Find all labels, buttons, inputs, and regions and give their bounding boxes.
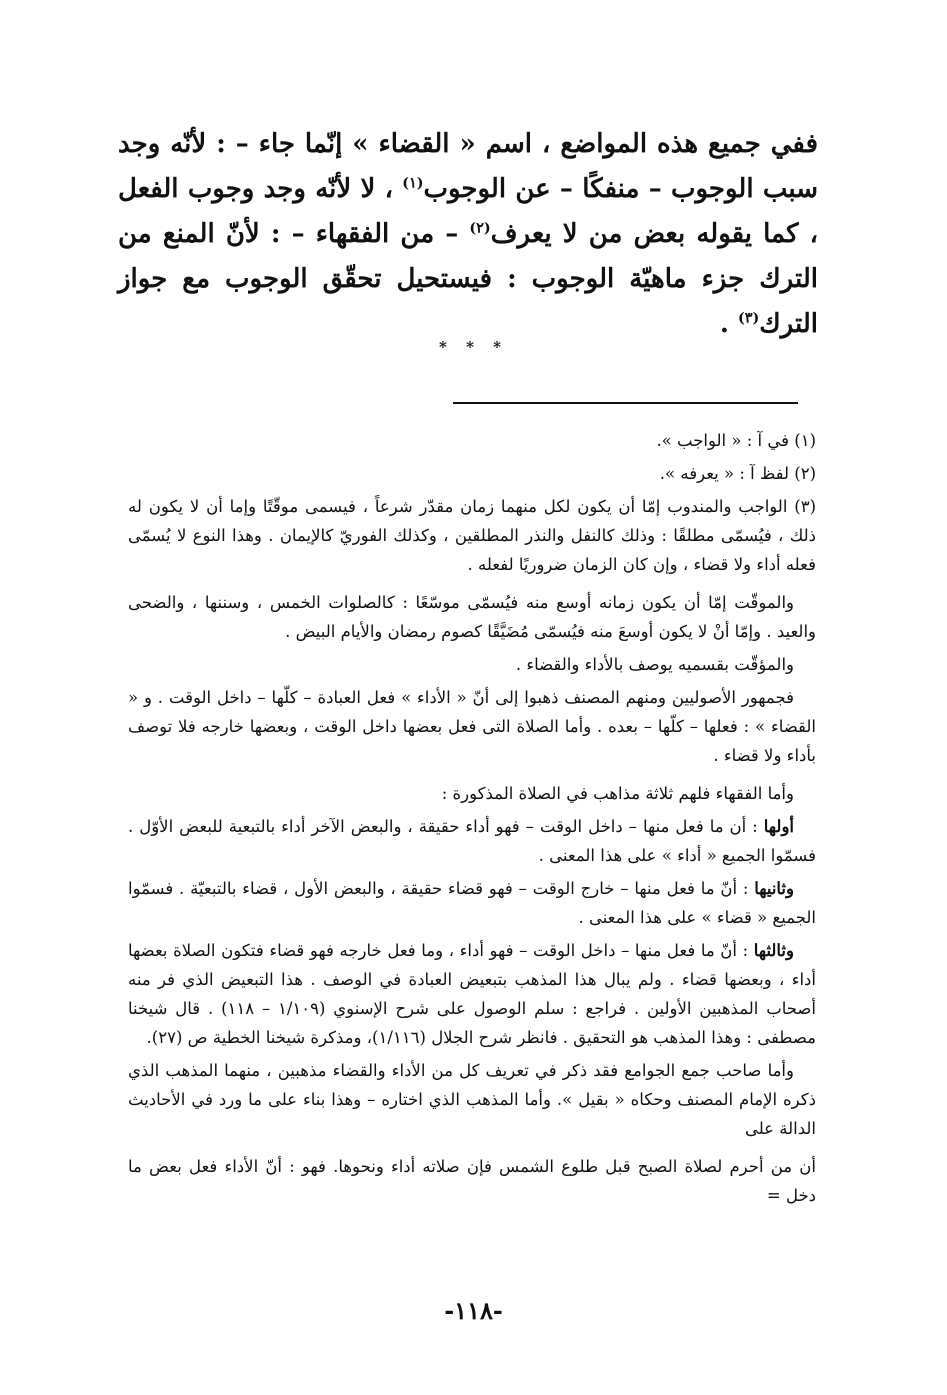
footnote-3-timed: والموقّت إمّا أن يكون زمانه أوسع منه فيُسمّى موسّعًا : كالصلوات الخمس ، وسننها ، والضحى والعيد . وإمّا أنْ لا يكون أوسعَ منه فيُسمّى مُضَيَّقًا كصوم رمضان والأيام البيض . — [128, 593, 816, 641]
second-view-label: وثانيها — [754, 879, 794, 898]
main-paragraph-end: . — [719, 309, 738, 339]
page-number: -١١٨- — [444, 1296, 503, 1325]
main-paragraph-part3: – من الفقهاء – : لأنّ المنع من الترك جزء ماهيّة الوجوب : فيستحيل تحقّق الوجوب مع جواز الترك — [118, 219, 818, 339]
footnote-3-first-view — [128, 812, 816, 870]
footnote-ref-1: (١) — [402, 175, 424, 192]
footnote-2: (٢) لفظ آ : « يعرفه ». — [659, 464, 816, 483]
footnote-divider — [453, 402, 798, 404]
main-text-block — [118, 122, 818, 347]
footnote-3-intro: (٣) الواجب والمندوب إمّا أن يكون لكل منهما زمان مقدّر شرعاً ، فيسمى موقّتًا وإما أن لا يكون له ذلك ، فيُسمّى مطلقًا : وذلك كالنفل والنذر المطلقين ، وكذلك الفوريّ كالإيمان . وهذا النوع لا يُسمّى فعله أداء ولا قضاء ، وإن كان الزمان ضروريًا لفعله . — [128, 497, 816, 574]
footnotes-block — [128, 426, 816, 1214]
second-view-text: : أنّ ما فعل منها – خارج الوقت – فهو قضاء حقيقة ، والبعض الأول ، قضاء بالتبعيّة . فسمّوا الجميع « قضاء » على هذا المعنى . — [128, 879, 816, 927]
third-view-text: : أنّ ما فعل منها – داخل الوقت – فهو أداء ، وما فعل خارجه فهو قضاء فتكون الصلاة بعضها أداء ، وبعضها قضاء . ولم يبال هذا المذهب بتبعيض العبادة في الوصف . هذا التبعيض الذي فر منه أصحاب المذهبين الأولين . فراجع : سلم الوصول على شرح الإسنوي (١/١٠٩ – ١١٨) . قال شيخنا مصطفى : وهذا المذهب هو التحقيق . فانظر شرح الجلال (١/١١٦)، ومذكرة شيخنا الخطية ص (٢٧). — [128, 941, 816, 1047]
first-view-label: أولها — [763, 817, 794, 836]
footnote-3-majority-view: فجمهور الأصوليين ومنهم المصنف ذهبوا إلى أنّ « الأداء » فعل العبادة – كلّها – داخل الوقت . و « القضاء » : فعلها – كلّها – بعده . وأما الصلاة التى فعل بعضها داخل الوقت ، وبعضها خارجه فلا توصف بأداء ولا قضاء . — [128, 688, 816, 765]
main-paragraph-part2: ، لا لأنّه وجد وجوب الفعل ، كما يقوله بعض من لا يعرف — [118, 174, 818, 249]
footnote-3-jurists-intro: وأما الفقهاء فلهم ثلاثة مذاهب في الصلاة المذكورة : — [441, 784, 794, 803]
section-separator: * * * — [439, 338, 508, 356]
footnote-3-third-view — [128, 936, 816, 1052]
main-paragraph-part1: ففي جميع هذه المواضع ، اسم « القضاء » إنّما جاء – : لأنّه وجد سبب الوجوب – منفكًا – عن الوجوب — [118, 129, 818, 204]
footnote-3-continuation: أن من أحرم لصلاة الصبح قبل طلوع الشمس فإن صلاته أداء ونحوها. فهو : أنّ الأداء فعل بعض ما دخل = — [128, 1157, 816, 1205]
footnote-1: (١) في آ : « الواجب ». — [656, 431, 816, 450]
footnote-3-timed-types: والمؤقّت بقسميه يوصف بالأداء والقضاء . — [515, 655, 794, 674]
footnote-3-second-view — [128, 874, 816, 932]
footnote-3-jam-aljawami: وأما صاحب جمع الجوامع فقد ذكر في تعريف كل من الأداء والقضاء مذهبين ، منهما المذهب الذي ذكره الإمام المصنف وحكاه « بقيل ». وأما المذهب الذي اختاره – وهذا بناء على ما ورد في الأحاديث الدالة على — [128, 1061, 816, 1138]
first-view-text: : أن ما فعل منها – داخل الوقت – فهو أداء حقيقة ، والبعض الآخر أداء بالتبعية للبعض الأوّل . فسمّوا الجميع « أداء » على هذا المعنى . — [128, 817, 816, 865]
main-paragraph — [118, 122, 818, 347]
footnote-ref-3: (٣) — [738, 310, 760, 327]
footnote-ref-2: (٢) — [469, 220, 491, 237]
third-view-label: وثالثها — [753, 941, 794, 960]
